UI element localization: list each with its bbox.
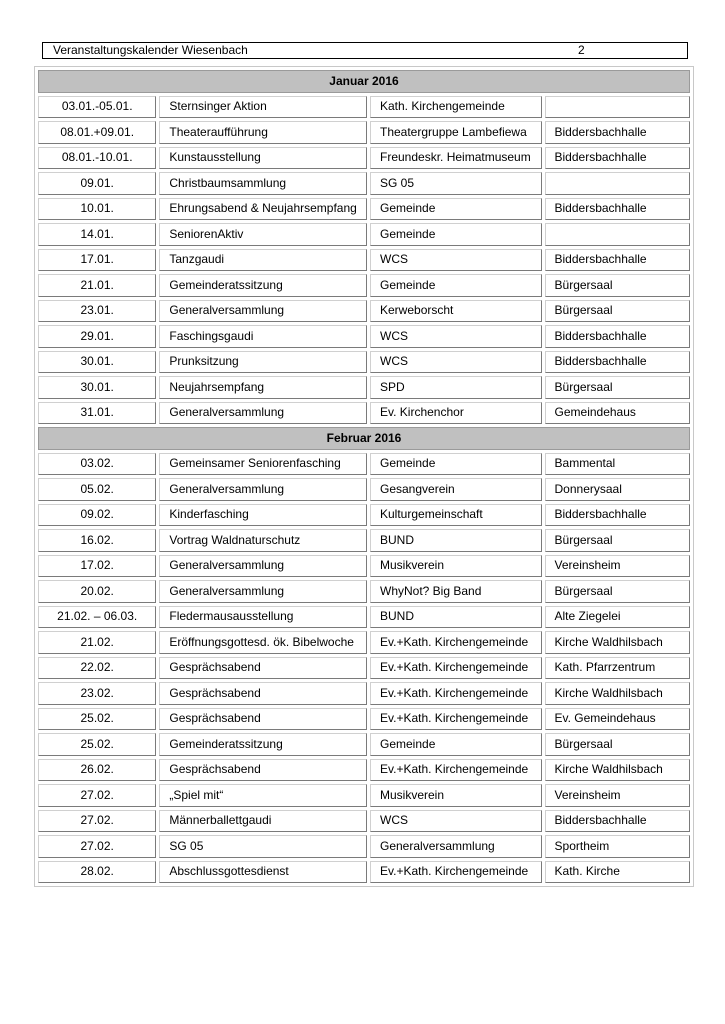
event-name-cell: Prunksitzung — [159, 351, 367, 374]
event-date-cell: 25.02. — [38, 708, 156, 731]
event-date-cell: 08.01.+09.01. — [38, 121, 156, 144]
event-location-cell: Kath. Kirche — [545, 861, 690, 884]
event-organizer-cell: Ev.+Kath. Kirchengemeinde — [370, 861, 542, 884]
event-location-cell: Donnerysaal — [545, 478, 690, 501]
event-location-cell: Biddersbachhalle — [545, 121, 690, 144]
event-name-cell: Theateraufführung — [159, 121, 367, 144]
event-organizer-cell: Ev. Kirchenchor — [370, 402, 542, 425]
event-date-cell: 26.02. — [38, 759, 156, 782]
table-row — [38, 580, 690, 603]
event-date-cell: 08.01.-10.01. — [38, 147, 156, 170]
event-location-cell: Bürgersaal — [545, 580, 690, 603]
table-row — [38, 759, 690, 782]
event-organizer-cell: Ev.+Kath. Kirchengemeinde — [370, 657, 542, 680]
event-calendar-body — [38, 70, 690, 883]
event-date-cell: 20.02. — [38, 580, 156, 603]
event-name-cell: Gemeinderatssitzung — [159, 733, 367, 756]
table-row — [38, 708, 690, 731]
event-location-cell: Bürgersaal — [545, 733, 690, 756]
event-location-cell — [545, 96, 690, 119]
event-name-cell: Generalversammlung — [159, 478, 367, 501]
event-name-cell: Abschlussgottesdienst — [159, 861, 367, 884]
table-row — [38, 453, 690, 476]
event-name-cell: Generalversammlung — [159, 580, 367, 603]
event-location-cell: Bürgersaal — [545, 300, 690, 323]
table-row — [38, 657, 690, 680]
event-name-cell: Tanzgaudi — [159, 249, 367, 272]
event-date-cell: 30.01. — [38, 351, 156, 374]
event-date-cell: 23.02. — [38, 682, 156, 705]
document-title: Veranstaltungskalender Wiesenbach — [53, 43, 248, 57]
table-row — [38, 198, 690, 221]
event-date-cell: 23.01. — [38, 300, 156, 323]
event-organizer-cell: SG 05 — [370, 172, 542, 195]
table-row — [38, 784, 690, 807]
event-name-cell: Vortrag Waldnaturschutz — [159, 529, 367, 552]
event-date-cell: 05.02. — [38, 478, 156, 501]
event-date-cell: 27.02. — [38, 784, 156, 807]
event-date-cell: 09.01. — [38, 172, 156, 195]
event-organizer-cell: WCS — [370, 351, 542, 374]
event-location-cell: Bammental — [545, 453, 690, 476]
event-location-cell: Biddersbachhalle — [545, 325, 690, 348]
event-date-cell: 03.02. — [38, 453, 156, 476]
event-organizer-cell: Gemeinde — [370, 733, 542, 756]
event-organizer-cell: Gemeinde — [370, 223, 542, 246]
event-organizer-cell: WCS — [370, 810, 542, 833]
table-row — [38, 682, 690, 705]
event-date-cell: 30.01. — [38, 376, 156, 399]
event-organizer-cell: Ev.+Kath. Kirchengemeinde — [370, 682, 542, 705]
event-name-cell: Kinderfasching — [159, 504, 367, 527]
event-name-cell: SeniorenAktiv — [159, 223, 367, 246]
event-location-cell: Kirche Waldhilsbach — [545, 759, 690, 782]
table-row — [38, 376, 690, 399]
event-location-cell: Biddersbachhalle — [545, 351, 690, 374]
event-location-cell: Bürgersaal — [545, 274, 690, 297]
event-date-cell: 21.02. – 06.03. — [38, 606, 156, 629]
month-heading: Februar 2016 — [38, 427, 690, 450]
table-row — [38, 555, 690, 578]
event-date-cell: 14.01. — [38, 223, 156, 246]
event-organizer-cell: BUND — [370, 529, 542, 552]
event-name-cell: Gesprächsabend — [159, 708, 367, 731]
event-name-cell: Generalversammlung — [159, 402, 367, 425]
event-location-cell: Biddersbachhalle — [545, 249, 690, 272]
event-date-cell: 27.02. — [38, 810, 156, 833]
event-location-cell: Ev. Gemeindehaus — [545, 708, 690, 731]
table-row — [38, 147, 690, 170]
event-date-cell: 31.01. — [38, 402, 156, 425]
event-date-cell: 27.02. — [38, 835, 156, 858]
event-organizer-cell: Musikverein — [370, 784, 542, 807]
event-date-cell: 21.01. — [38, 274, 156, 297]
event-name-cell: Faschingsgaudi — [159, 325, 367, 348]
event-name-cell: Generalversammlung — [159, 555, 367, 578]
event-organizer-cell: WCS — [370, 325, 542, 348]
event-date-cell: 09.02. — [38, 504, 156, 527]
event-organizer-cell: Gemeinde — [370, 198, 542, 221]
table-row — [38, 249, 690, 272]
event-organizer-cell: Kath. Kirchengemeinde — [370, 96, 542, 119]
event-organizer-cell: Gemeinde — [370, 453, 542, 476]
event-location-cell: Kirche Waldhilsbach — [545, 631, 690, 654]
event-name-cell: Christbaumsammlung — [159, 172, 367, 195]
event-organizer-cell: WCS — [370, 249, 542, 272]
table-row — [38, 478, 690, 501]
event-organizer-cell: Musikverein — [370, 555, 542, 578]
table-row — [38, 529, 690, 552]
event-name-cell: Gemeinsamer Seniorenfasching — [159, 453, 367, 476]
event-organizer-cell: Gesangverein — [370, 478, 542, 501]
event-location-cell — [545, 223, 690, 246]
event-organizer-cell: Gemeinde — [370, 274, 542, 297]
event-name-cell: Sternsinger Aktion — [159, 96, 367, 119]
event-name-cell: Gesprächsabend — [159, 657, 367, 680]
event-location-cell: Gemeindehaus — [545, 402, 690, 425]
table-row — [38, 733, 690, 756]
page-header — [42, 42, 688, 59]
event-organizer-cell: Kulturgemeinschaft — [370, 504, 542, 527]
event-organizer-cell: Freundeskr. Heimatmuseum — [370, 147, 542, 170]
event-name-cell: Gesprächsabend — [159, 682, 367, 705]
event-location-cell: Bürgersaal — [545, 376, 690, 399]
event-date-cell: 10.01. — [38, 198, 156, 221]
table-row — [38, 300, 690, 323]
month-heading: Januar 2016 — [38, 70, 690, 93]
event-organizer-cell: Ev.+Kath. Kirchengemeinde — [370, 759, 542, 782]
event-organizer-cell: Ev.+Kath. Kirchengemeinde — [370, 708, 542, 731]
event-organizer-cell: WhyNot? Big Band — [370, 580, 542, 603]
table-row — [38, 121, 690, 144]
event-date-cell: 29.01. — [38, 325, 156, 348]
table-row — [38, 810, 690, 833]
event-location-cell: Vereinsheim — [545, 784, 690, 807]
event-organizer-cell: Ev.+Kath. Kirchengemeinde — [370, 631, 542, 654]
event-location-cell: Sportheim — [545, 835, 690, 858]
event-location-cell: Biddersbachhalle — [545, 504, 690, 527]
event-calendar-table — [34, 66, 694, 887]
event-date-cell: 17.02. — [38, 555, 156, 578]
event-name-cell: Eröffnungsgottesd. ök. Bibelwoche — [159, 631, 367, 654]
event-organizer-cell: SPD — [370, 376, 542, 399]
month-header-row — [38, 70, 690, 93]
event-location-cell: Biddersbachhalle — [545, 810, 690, 833]
event-location-cell: Biddersbachhalle — [545, 147, 690, 170]
event-name-cell: Kunstausstellung — [159, 147, 367, 170]
event-date-cell: 28.02. — [38, 861, 156, 884]
table-row — [38, 631, 690, 654]
event-location-cell: Biddersbachhalle — [545, 198, 690, 221]
event-date-cell: 03.01.-05.01. — [38, 96, 156, 119]
table-row — [38, 274, 690, 297]
table-row — [38, 504, 690, 527]
event-name-cell: Ehrungsabend & Neujahrsempfang — [159, 198, 367, 221]
event-name-cell: „Spiel mit“ — [159, 784, 367, 807]
table-row — [38, 402, 690, 425]
event-organizer-cell: BUND — [370, 606, 542, 629]
table-row — [38, 351, 690, 374]
event-location-cell: Kath. Pfarrzentrum — [545, 657, 690, 680]
event-name-cell: Neujahrsempfang — [159, 376, 367, 399]
event-location-cell: Bürgersaal — [545, 529, 690, 552]
event-organizer-cell: Generalversammlung — [370, 835, 542, 858]
table-row — [38, 96, 690, 119]
event-date-cell: 22.02. — [38, 657, 156, 680]
page-number: 2 — [578, 43, 585, 57]
event-name-cell: Gesprächsabend — [159, 759, 367, 782]
event-name-cell: SG 05 — [159, 835, 367, 858]
event-date-cell: 16.02. — [38, 529, 156, 552]
table-row — [38, 861, 690, 884]
event-date-cell: 17.01. — [38, 249, 156, 272]
event-date-cell: 25.02. — [38, 733, 156, 756]
event-location-cell: Alte Ziegelei — [545, 606, 690, 629]
event-date-cell: 21.02. — [38, 631, 156, 654]
event-name-cell: Gemeinderatssitzung — [159, 274, 367, 297]
event-organizer-cell: Kerweborscht — [370, 300, 542, 323]
table-row — [38, 172, 690, 195]
event-name-cell: Fledermausausstellung — [159, 606, 367, 629]
table-row — [38, 325, 690, 348]
event-name-cell: Männerballettgaudi — [159, 810, 367, 833]
month-header-row — [38, 427, 690, 450]
event-location-cell: Kirche Waldhilsbach — [545, 682, 690, 705]
event-name-cell: Generalversammlung — [159, 300, 367, 323]
table-row — [38, 835, 690, 858]
event-location-cell: Vereinsheim — [545, 555, 690, 578]
table-row — [38, 223, 690, 246]
event-location-cell — [545, 172, 690, 195]
event-organizer-cell: Theatergruppe Lambefiewa — [370, 121, 542, 144]
table-row — [38, 606, 690, 629]
